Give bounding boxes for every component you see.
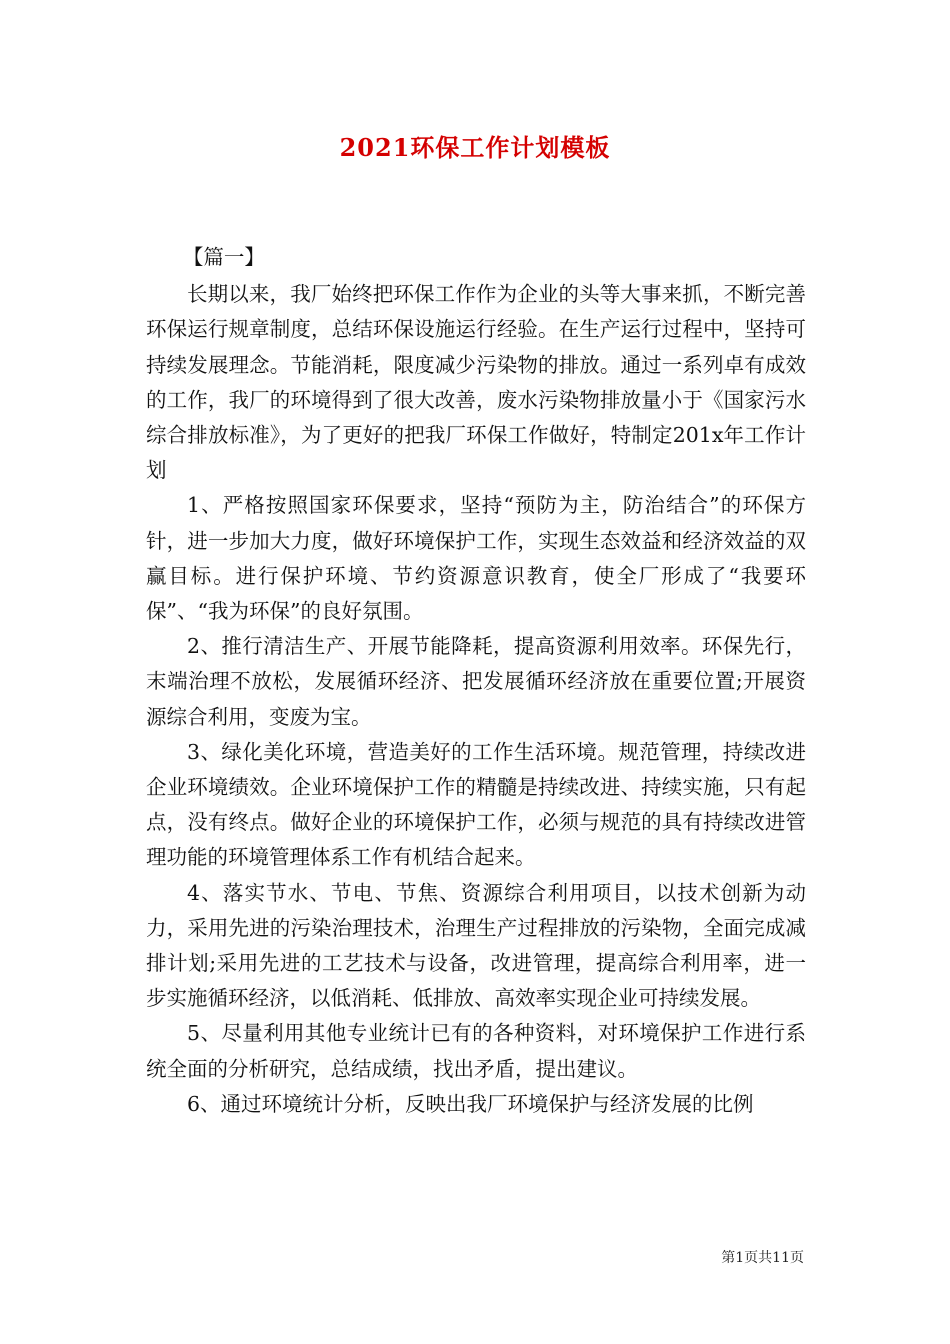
paragraph-item-6: 6、通过环境统计分析，反映出我厂环境保护与经济发展的比例 [187,1091,754,1116]
paragraph-item-4: 4、落实节水、节电、节焦、资源综合利用项目，以技术创新为动力，采用先进的污染治理技术，治理生产过程排放的污染物，全面完成减排计划;采用先进的工艺技术与设备，改进管理，提高综合利用率，进一步实施循环经济，以低消耗、低排放、高效率实现企业可持续发展。 [146,880,806,1011]
page-number-footer: 第1页共11页 [721,1250,804,1266]
paragraph-intro: 长期以来，我厂始终把环保工作作为企业的头等大事来抓，不断完善环保运行规章制度，总结环保设施运行经验。在生产运行过程中，坚持可持续发展理念。节能消耗，限度减少污染物的排放。通过一系列卓有成效的工作，我厂的环境得到了很大改善，废水污染物排放量小于《国家污水综合排放标准》，为了更好的把我厂环保工作做好，特制定201x年工作计划 [146,282,806,483]
section-label: 【篇一】 [182,245,265,269]
document-body [146,240,806,1122]
paragraph-item-3: 3、绿化美化环境，营造美好的工作生活环境。规范管理，持续改进企业环境绩效。企业环境保护工作的精髓是持续改进、持续实施，只有起点，没有终点。做好企业的环境保护工作，必须与规范的具有持续改进管理功能的环境管理体系工作有机结合起来。 [146,739,806,870]
paragraph-item-1: 1、严格按照国家环保要求，坚持“预防为主，防治结合”的环保方针，进一步加大力度，做好环境保护工作，实现生态效益和经济效益的双赢目标。进行保护环境、节约资源意识教育，使全厂形成了“我要环保”、“我为环保”的良好氛围。 [146,493,806,624]
paragraph-item-5: 5、尽量利用其他专业统计已有的各种资料，对环境保护工作进行系统全面的分析研究，总结成绩，找出矛盾，提出建议。 [146,1021,806,1081]
document-title: 2021环保工作计划模板 [339,133,611,162]
paragraph-item-2: 2、推行清洁生产、开展节能降耗，提高资源利用效率。环保先行，末端治理不放松，发展循环经济、把发展循环经济放在重要位置;开展资源综合利用，变废为宝。 [146,634,806,729]
